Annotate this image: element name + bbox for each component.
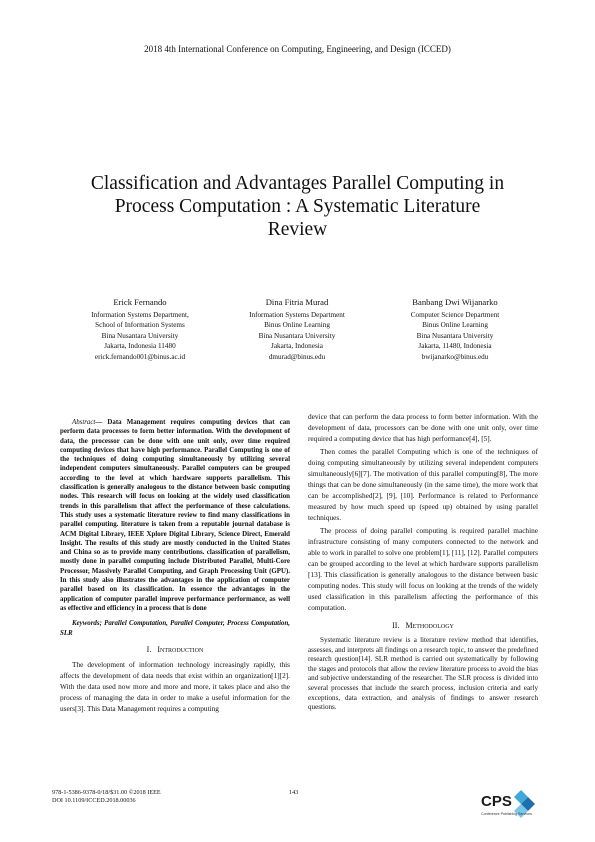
- author-affiliation: School of Information Systems: [95, 321, 185, 329]
- section-heading: I. Introduction: [146, 644, 204, 654]
- footer-ids: [52, 789, 161, 805]
- keywords-label: Keywords;: [72, 620, 102, 628]
- conference-header: 2018 4th International Conference on Computing, Engineering, and Design (ICCED): [144, 44, 451, 54]
- title-line: Classification and Advantages Parallel Computing in: [90, 173, 505, 194]
- abstract-label: Abstract: [72, 419, 96, 426]
- body-paragraph: The process of doing parallel computing is required parallel machine infrastructure consisting of many computers connected to the network and able to work in parallel to solve one problem[1], [11], [12]. Parallel computers can be grouped according to the level at which hardware supports parallelism [13]. This classification is generally analogous to the distance between basic computing nodes. This study will focus on looking at the trends of the widely used classification in this parallelism affecting the performance of this computation.: [308, 526, 538, 612]
- author-name: Erick Fernando: [113, 297, 167, 307]
- author-email: dmurad@binus.edu: [268, 352, 326, 361]
- left-column: [60, 418, 290, 716]
- cps-logo: [481, 786, 541, 820]
- body-paragraph: device that can perform the data process to form better information. With the development of data, processors can be done with one unit only, over time required a computing device that has high performance[4], [5].: [308, 412, 538, 443]
- title-line: Review: [267, 219, 328, 240]
- page-number: 143: [289, 789, 299, 796]
- author-affiliation: Information Systems Department,: [91, 310, 189, 319]
- body-paragraph: Then comes the parallel Computing which is one of the techniques of doing computing simultaneously by utilizing several independent computers simultaneously[6][7]. The motivation of this parallel computing[8], The more things that can be done simultaneously (in the same time), the more work that can be accomplished[2], [9], [10]. Performance is related to Performance measured by how much speed up (speed up) obtained by using parallel techniques.: [308, 447, 538, 522]
- author-block: [55, 297, 225, 362]
- abstract-dash: —: [95, 419, 108, 426]
- intro-paragraph: The development of information technology increasingly rapidly, this affects the development of data needs that exist within an organization[1][2]. With the data used now more and more and more, it takes place and also the process of managing the data in order to make a useful information for the users[3]. This Data Management requires a computing: [60, 660, 290, 714]
- methodology-paragraph: Systematic literature review is a literature review method that identifies, assesses, and interprets all findings on a research topic, to answer the predefined research question[14]. SLR method is carried out systematically by following the stages and protocols that allow the review literature process to avoid the bias and subjective understanding of the researcher. The SLR process is divided into several processes that include the search process, inclusion criteria and early exceptions, data extraction, and analysis of findings to answer research questions.: [308, 636, 538, 712]
- right-column: [308, 411, 538, 715]
- author-affiliation: Binus Online Learning: [264, 321, 330, 329]
- author-name: Dina Fitria Murad: [265, 297, 329, 307]
- abstract-text: Data Management requires computing devices that can perform data processes to form better information. With the development of data, the processor can be done with one unit only, over time required computing devices that have high performance. Parallel Computing is one of the techniques of doing computing simultaneously by utilizing several independent computers simultaneously. Parallel computers can be grouped according to the level at which hardware supports parallelism. This classification is generally analogous to the distance between basic computing nodes. This research will focus on looking at the widely used classification trends in this parallelism that affect the performance of these calculations. This study uses a systematic literature review to find many classifications in parallel computing. literature is taken from a reputable journal database is ACM Digital Library, IEEE Xplore Digital Library, Science Direct, Emerald Insight. The results of this study are mostly conducted in the United States and China so as to provide many contributions. classification of parallelism, mostly done in parallel computing include Distributed Parallel, Multi-Core Processor, Massively Parallel Computing, and Graph Processing Unit (GPU). In this study also illustrates the advantages in the application of computer parallel based on its classification. In essence the advantages in the application of computer parallel improve performance performance, as well as effective and efficiency in a process that is done: [60, 419, 290, 612]
- keywords: [60, 619, 290, 638]
- author-email: erick.fernando001@binus.ac.id: [94, 352, 186, 361]
- author-affiliation: Bina Nusantara University: [416, 331, 494, 340]
- footer-isbn: 978-1-5386-9378-0/18/$31.00 ©2018 IEEE: [52, 789, 161, 796]
- logo-subtext: Conference Publishing Services: [481, 812, 532, 816]
- author-email: bwijanarko@binus.edu: [421, 352, 489, 361]
- author-affiliation: Bina Nusantara University: [258, 331, 336, 340]
- author-name: Banbang Dwi Wijanarko: [412, 297, 498, 307]
- author-block: [212, 297, 382, 362]
- paper-title: [60, 172, 535, 241]
- author-affiliation: Jakarta, 11480, Indonesia: [418, 342, 492, 350]
- author-block: [370, 297, 540, 362]
- author-affiliation: Jakarta, Indonesia 11480: [104, 342, 176, 350]
- author-affiliation: Jakarta, Indonesia: [271, 342, 323, 350]
- footer-doi: DOI 10.1109/ICCED.2018.00036: [52, 797, 136, 804]
- section-heading: II. Methodology: [392, 621, 454, 630]
- author-affiliation: Bina Nusantara University: [101, 331, 179, 340]
- author-affiliation: Computer Science Department: [410, 310, 500, 319]
- keywords-text: Parallel Computation, Parallel Computer, Process Computation, SLR: [60, 620, 290, 637]
- author-affiliation: Binus Online Learning: [422, 321, 488, 329]
- logo-text: CPS: [481, 793, 512, 810]
- author-affiliation: Information Systems Department: [249, 310, 345, 319]
- title-line: Process Computation : A Systematic Literature: [114, 196, 481, 217]
- abstract: [60, 418, 290, 613]
